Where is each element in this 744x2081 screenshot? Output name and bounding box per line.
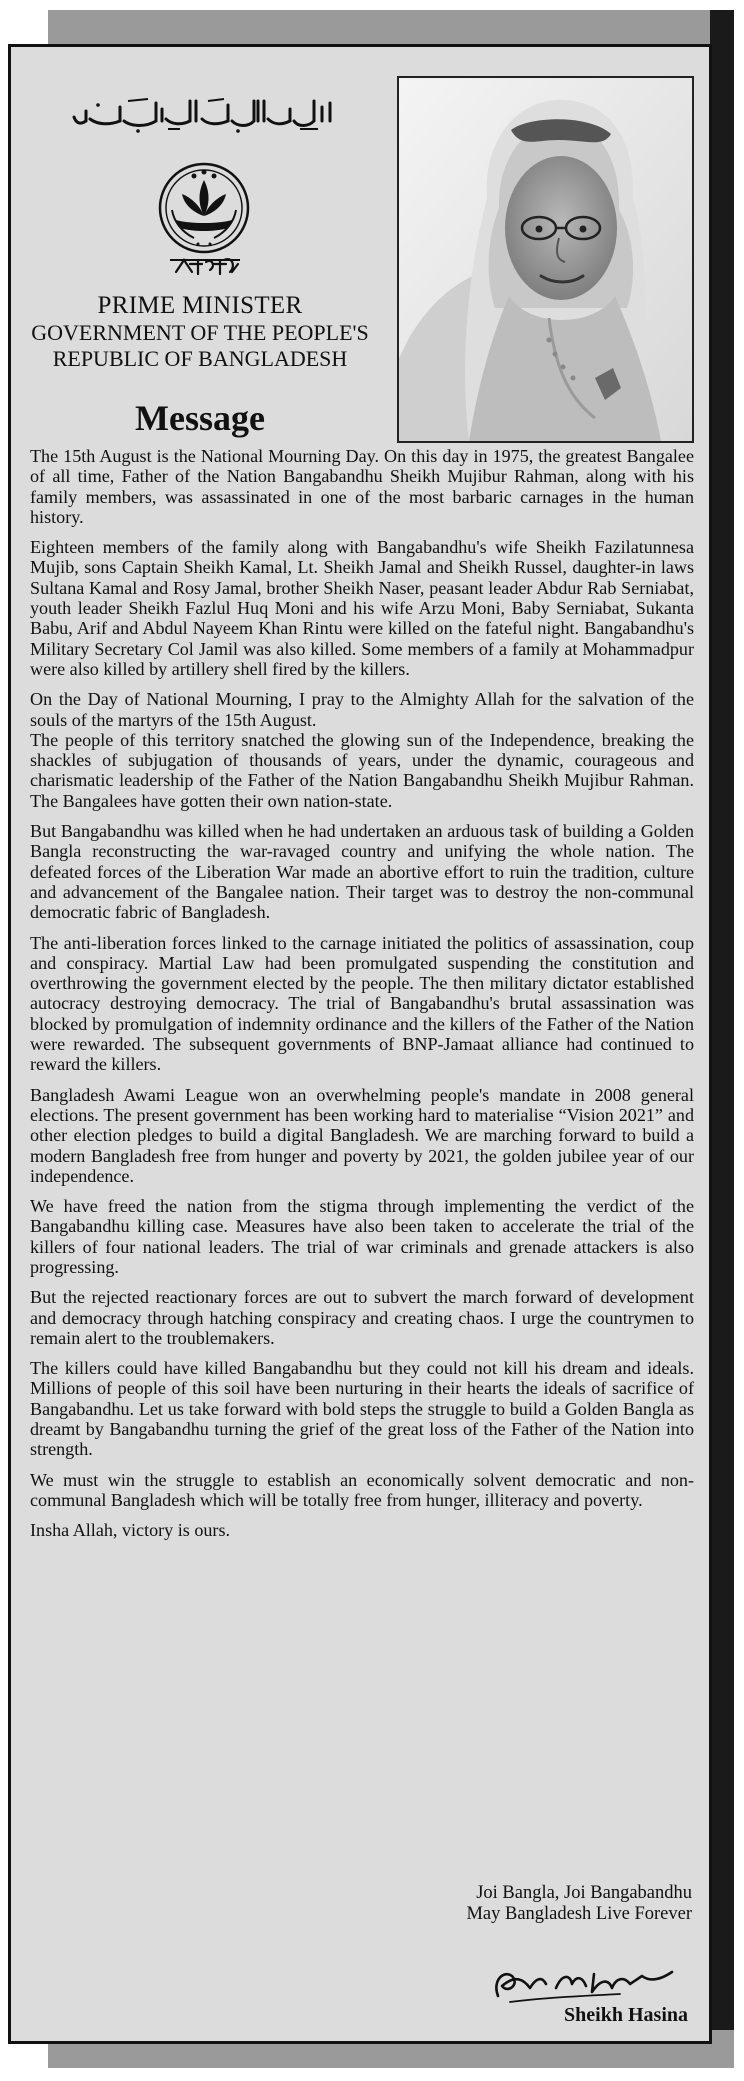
paragraph: Eighteen members of the family along with Bangabandhu's wife Sheikh Fazilatunnesa Mujib, sons Captain Sheikh Kamal, Lt. Sheikh Jamal and Sheikh Russel, daughter-in laws Sultana Kamal and Rosy Jamal, brother Sheikh Naser, peasant leader Abdur Rab Serniabat, youth leader Sheikh Fazlul Huq Moni and his wife Arzu Moni, Baby Serniabat, Sukanta Babu, Arif and Abdul Nayeem Khan Rintu were killed on the fateful night. Bangabandhu's Military Secretary Col Jamil was also killed. Some members of a family at Mohammadpur were also killed by artillery shell fired by the killers. <box>30 537 694 679</box>
closing-slogans <box>380 1883 692 1925</box>
office-header <box>30 292 370 372</box>
paragraph: The people of this territory snatched the glowing sun of the Independence, breaking the shackles of subjugation of thousands of years, under the dynamic, courageous and charismatic leadership of the Father of the Nation Bangabandhu Sheikh Mujibur Rahman. The Bangalees have gotten their own nation-state. <box>30 729 694 811</box>
government-line: GOVERNMENT OF THE PEOPLE'S <box>31 320 369 345</box>
paragraph: The killers could have killed Bangabandhu but they could not kill his dream and ideals. Millions of people of this soil have been nurturing in their hearts the ideals of sacrifice of Bangabandhu. Let us take forward with bold steps the struggle to build a Golden Bangla as dreamt by Bangabandhu turning the grief of the great loss of the Father of the Nation into strength. <box>30 1358 694 1460</box>
paragraph: On the Day of National Mourning, I pray to the Almighty Allah for the salvation of the souls of the martyrs of the 15th August. <box>30 689 694 730</box>
bangladesh-emblem-icon <box>154 160 254 300</box>
arabic-invocation-calligraphy <box>68 95 338 135</box>
closing-line-2: May Bangladesh Live Forever <box>466 1904 692 1924</box>
paragraph: We must win the struggle to establish an economically solvent democratic and non-communal Bangladesh which will be totally free from hunger, illiteracy and poverty. <box>30 1469 694 1510</box>
signatory-name: Sheikh Hasina <box>564 2004 688 2026</box>
handwritten-signature <box>490 1966 690 2006</box>
paragraph: We have freed the nation from the stigma through implementing the verdict of the Bangabandhu killing case. Measures have also been taken to accelerate the trial of the killers of four national leaders. The trial of war criminals and grenade attackers is also progressing. <box>30 1196 694 1277</box>
republic-line: REPUBLIC OF BANGLADESH <box>52 346 348 371</box>
paragraph: But the rejected reactionary forces are out to subvert the march forward of development and democracy through hatching conspiracy and creating chaos. I urge the countrymen to remain alert to the troublemakers. <box>30 1287 694 1348</box>
portrait-photo <box>397 76 694 443</box>
right-dark-band <box>710 10 734 2030</box>
paragraph: Insha Allah, victory is ours. <box>30 1520 231 1541</box>
paragraph: But Bangabandhu was killed when he had undertaken an arduous task of building a Golden Bangla reconstructing the war-ravaged country and unifying the whole nation. The defeated forces of the Liberation War made an abortive effort to ruin the tradition, culture and advancement of the Bangalee nation. Their target was to destroy the non-communal democratic fabric of Bangladesh. <box>30 821 694 923</box>
paragraph: The anti-liberation forces linked to the carnage initiated the politics of assassination, coup and conspiracy. Martial Law had been promulgated suspending the constitution and overthrowing the government elected by the people. The then military dictator established autocracy destroying democracy. The trial of Bangabandhu's brutal assassination was blocked by promulgation of indemnity ordinance and the killers of the Father of the Nation were rewarded. The subsequent governments of BNP-Jamaat alliance had continued to reward the killers. <box>30 932 694 1075</box>
prime-minister-title: PRIME MINISTER <box>97 292 303 319</box>
paragraph: The 15th August is the National Mourning Day. On this day in 1975, the greatest Bangalee of all time, Father of the Nation Bangabandhu Sheikh Mujibur Rahman, along with his family members, was assassinated in one of the most barbaric carnages in the human history. <box>30 446 694 527</box>
message-body <box>30 446 694 1551</box>
message-heading: Message <box>135 398 265 438</box>
closing-line-1: Joi Bangla, Joi Bangabandhu <box>476 1883 692 1903</box>
paragraph: Bangladesh Awami League won an overwhelming people's mandate in 2008 general elections. The present government has been working hard to materialise “Vision 2021” and other election pledges to build a digital Bangladesh. We are marching forward to build a modern Bangladesh free from hunger and poverty by 2021, the golden jubilee year of our independence. <box>30 1084 694 1186</box>
